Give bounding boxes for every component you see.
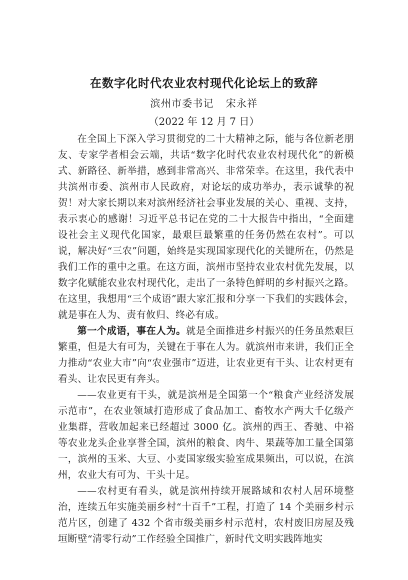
paragraph: 在全国上下深入学习贯彻党的二十大精神之际，能与各位新老朋友、专家学者相会云端，共话“数字化时代农业农村现代化”的新模式、新路径、新举措，感到非常高兴、非常荣幸。在这里，我代表中共滨州市委、滨州市人民政府，对论坛的成功举办，表示诚挚的祝贺！对大家长期以来对滨州经济社会事业发展的关心、重视、支持，表示衷心的感谢！习近平总书记在党的二十大报告中指出，“全面建设社会主义现代化国家，最艰巨最繁重的任务仍然在农村”。可以说，解决好“三农”问题，始终是实现国家现代化的关键所在，仍然是我们工作的重中之重。在这方面，滨州市坚持农业农村优先发展，以数字化赋能农业农村现代化，走出了一条特色鲜明的乡村振兴之路。在这里，我想用“三个成语”跟大家汇报和分享一下我们的实践体会，就是事在人为、责有攸归、终必有成。 <box>58 134 354 321</box>
paragraph: ——农村更有看头，就是滨州持续开展路域和农村人居环境整治，连续五年实施美丽乡村“十百千”工程，打造了 14 个美丽乡村示范片区，创建了 432 个省市级美丽乡村示范村，农村废旧房屋及残垣断壁“清零行动”工作经验全国推广，新时代文明实践阵地实 <box>58 486 354 545</box>
author-position: 滨州市委书记 <box>150 99 214 110</box>
document-title: 在数字化时代农业农村现代化论坛上的致辞 <box>90 76 318 90</box>
paragraph: 第一个成语，事在人为。就是全面推进乡村振兴的任务虽然艰巨繁重，但是大有可为，关键在于事在人为。就滨州市来讲，我们正全力推动“农业大市”向“农业强市”迈进，让农业更有干头、让农村更有看头、让农民更有奔头。 <box>58 326 354 385</box>
author-name: 宋永祥 <box>225 99 258 110</box>
speech-date: （2022 年 12 月 7 日） <box>148 117 260 128</box>
section-heading: 第一个成语，事在人为。 <box>77 326 186 337</box>
paragraph: ——农业更有干头，就是滨州是全国第一个“粮食产业经济发展示范市”，在农业领域打造形成了食品加工、畜牧水产两大千亿级产业集群，营收加起来已经超过 3000 亿。滨州的西王、香驰、中裕等农业龙头企业享誉全国，滨州的粮食、肉牛、果蔬等加工量全国第一，滨州的玉米、大豆、小麦国家级实验室成果频出，可以说，在滨州，农业大有可为、干头十足。 <box>58 390 354 481</box>
document-body <box>58 132 354 548</box>
byline <box>0 95 408 110</box>
